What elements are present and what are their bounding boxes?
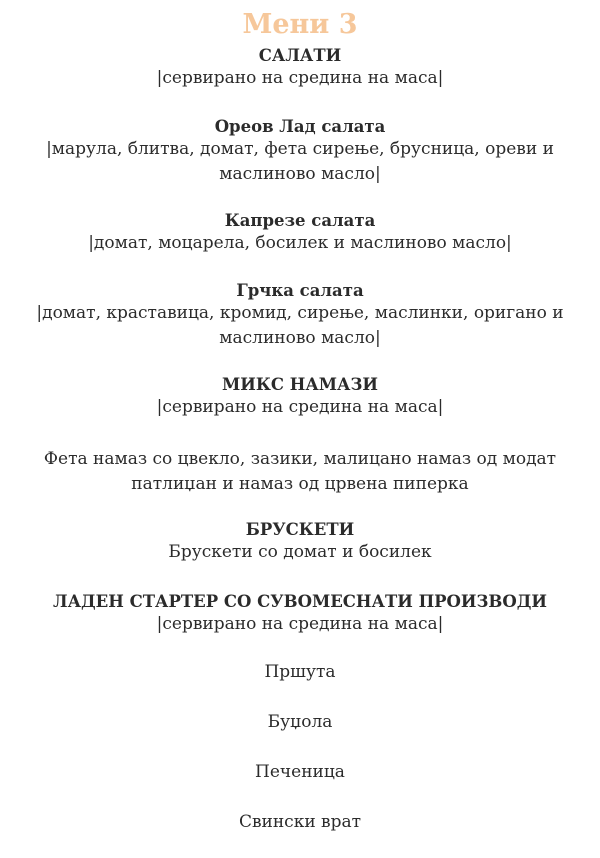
cold-starter-heading: ЛАДЕН СТАРТЕР СО СУВОМЕСНАТИ ПРОИЗВОДИ: [52, 592, 547, 611]
salads-heading: САЛАТИ: [258, 46, 342, 65]
spreads-serving-note: |сервирано на средина на маса|: [156, 397, 444, 417]
cold-starter-item: Свински врат: [238, 812, 362, 832]
salad-item-name: Капрезе салата: [224, 211, 376, 230]
bruschetta-desc: Брускети со домат и босилек: [168, 542, 432, 562]
cold-starter-item: Печеница: [255, 762, 345, 782]
cold-starter-item: Буџола: [267, 712, 333, 732]
salad-item-desc: |домат, моцарела, босилек и маслиново масло|: [88, 233, 512, 253]
menu-title: Мени 3: [242, 9, 358, 40]
cold-starter-serving-note: |сервирано на средина на маса|: [156, 614, 444, 634]
salads-serving-note: |сервирано на средина на маса|: [156, 68, 444, 88]
cold-starter-item: Пршута: [264, 662, 336, 682]
salad-item-name: Ореов Лад салата: [214, 117, 386, 136]
salad-item-desc: |домат, краставица, кромид, сирење, маслинки, оригано и маслиново масло|: [36, 303, 564, 348]
spreads-heading: МИКС НАМАЗИ: [222, 375, 378, 394]
bruschetta-heading: БРУСКЕТИ: [245, 520, 355, 539]
spreads-desc: Фета намаз со цвекло, зазики, малицано намаз од модат патлиџан и намаз од црвена пиперка: [43, 449, 557, 494]
salad-item-desc: |марула, блитва, домат, фета сирење, брусница, ореви и маслиново масло|: [46, 139, 554, 184]
salad-item-name: Грчка салата: [236, 281, 364, 300]
